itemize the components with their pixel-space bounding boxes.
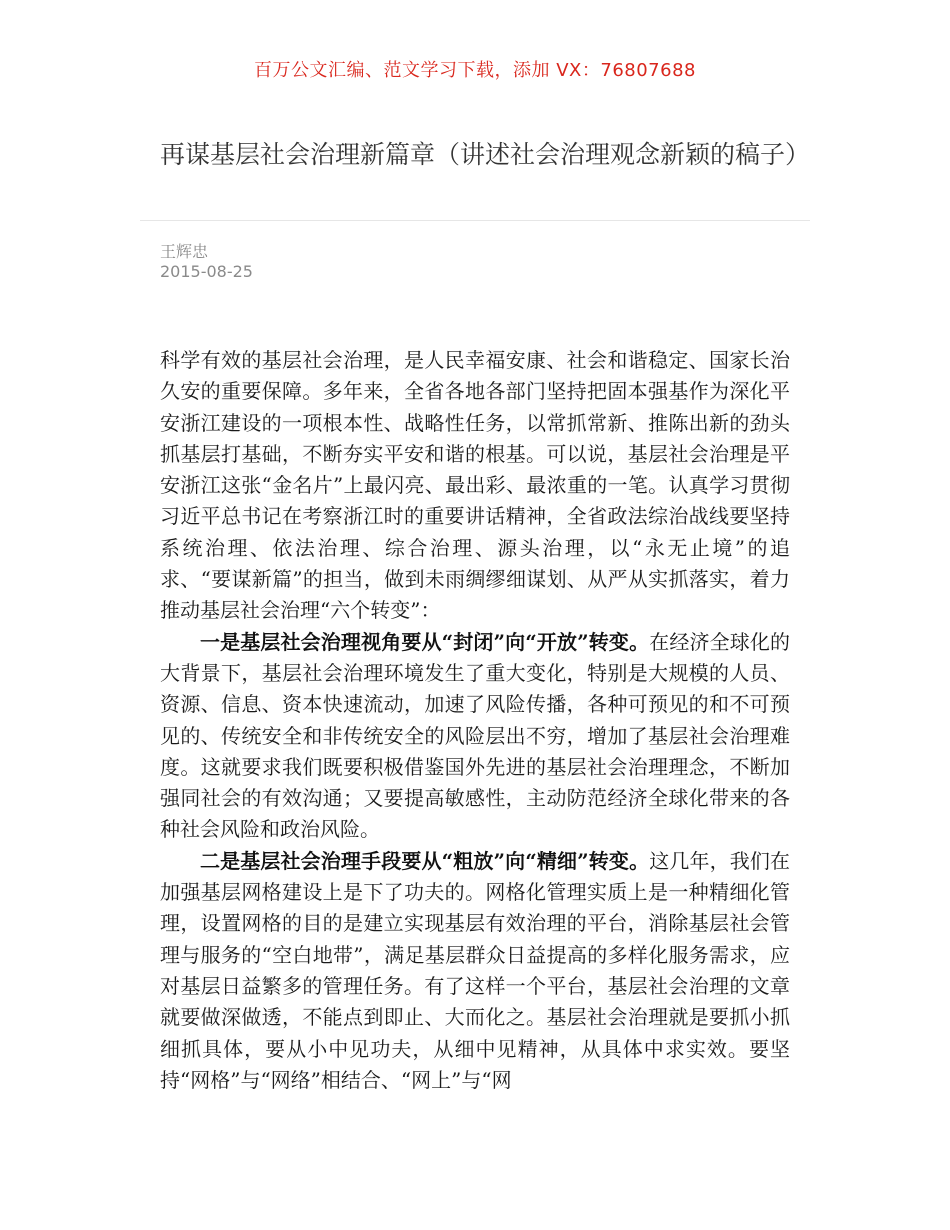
article-body (160, 345, 790, 1096)
article-date: 2015-08-25 (160, 262, 253, 281)
section-text-1: 在经济全球化的大背景下，基层社会治理环境发生了重大变化，特别是大规模的人员、资源、信息、资本快速流动，加速了风险传播，各种可预见的和不可预见的、传统安全和非传统安全的风险层出不穷，增加了基层社会治理难度。这就要求我们既要积极借鉴国外先进的基层社会治理理念，不断加强同社会的有效沟通；又要提高敏感性，主动防范经济全球化带来的各种社会风险和政治风险。 (160, 629, 790, 842)
section-heading-1: 一是基层社会治理视角要从“封闭”向“开放”转变。 (200, 629, 650, 654)
section-paragraph-2 (160, 846, 790, 1096)
section-text-2: 这几年，我们在加强基层网格建设上是下了功夫的。网格化管理实质上是一种精细化管理，设置网格的目的是建立实现基层有效治理的平台，消除基层社会管理与服务的“空白地带”，满足基层群众日益提高的多样化服务需求，应对基层日益繁多的管理任务。有了这样一个平台，基层社会治理的文章就要做深做透，不能点到即止、大而化之。基层社会治理就是要抓小抓细抓具体，要从小中见功夫，从细中见精神，从具体中求实效。要坚持“网格”与“网络”相结合、“网上”与“网 (160, 848, 790, 1092)
section-heading-2: 二是基层社会治理手段要从“粗放”向“精细”转变。 (200, 848, 650, 873)
title-divider (140, 220, 810, 221)
intro-paragraph: 科学有效的基层社会治理，是人民幸福安康、社会和谐稳定、国家长治久安的重要保障。多年来，全省各地各部门坚持把固本强基作为深化平安浙江建设的一项根本性、战略性任务，以常抓常新、推陈出新的劲头抓基层打基础，不断夯实平安和谐的根基。可以说，基层社会治理是平安浙江这张“金名片”上最闪亮、最出彩、最浓重的一笔。认真学习贯彻习近平总书记在考察浙江时的重要讲话精神，全省政法综治战线要坚持系统治理、依法治理、综合治理、源头治理，以“永无止境”的追求、“要谋新篇”的担当，做到未雨绸缪细谋划、从严从实抓落实，着力推动基层社会治理“六个转变”： (160, 348, 790, 623)
article-title: 再谋基层社会治理新篇章（讲述社会治理观念新颖的稿子） (160, 140, 811, 169)
promo-banner: 百万公文汇编、范文学习下载，添加 VX：76807688 (254, 60, 696, 81)
article-author: 王辉忠 (160, 242, 209, 261)
section-paragraph-1 (160, 627, 790, 846)
